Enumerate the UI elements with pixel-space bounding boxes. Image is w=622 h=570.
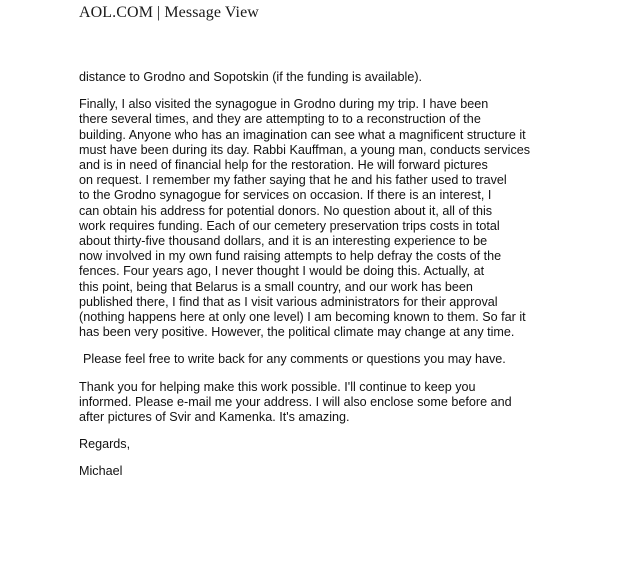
message-line: and is in need of financial help for the restoration. He will forward pictures (79, 158, 488, 173)
message-body (79, 70, 599, 492)
message-line: must have been during its day. Rabbi Kauffman, a young man, conducts services (79, 142, 531, 157)
view-title: Message View (164, 4, 259, 21)
message-line: informed. Please e-mail me your address. I will also enclose some before and (79, 394, 512, 409)
message-line: distance to Grodno and Sopotskin (if the funding is available). (79, 70, 423, 84)
message-line: published there, I find that as I visit various administrators for their approval (79, 294, 498, 309)
message-paragraph-4 (79, 380, 599, 426)
message-line: on request. I remember my father saying that he and his father used to travel (79, 173, 507, 188)
message-line: (nothing happens here at only one level) I am becoming known to them. So far it (79, 310, 526, 325)
page-header (79, 4, 259, 22)
signature: Michael (79, 464, 123, 479)
message-paragraph-2 (79, 97, 599, 340)
message-line: Thank you for helping make this work possible. I'll continue to keep you (79, 379, 476, 394)
header-separator: | (157, 4, 161, 21)
message-line: can obtain his address for potential donors. No question about it, all of this (79, 203, 493, 218)
message-line: building. Anyone who has an imagination can see what a magnificent structure it (79, 127, 526, 142)
message-line: after pictures of Svir and Kamenka. It's amazing. (79, 410, 350, 425)
closing: Regards, (79, 437, 131, 452)
message-paragraph-3 (79, 352, 599, 367)
message-line: this point, being that Belarus is a small country, and our work has been (79, 279, 473, 294)
message-line: about thirty-five thousand dollars, and it is an interesting experience to be (79, 234, 488, 249)
message-line: has been very positive. However, the political climate may change at any time. (79, 325, 515, 340)
message-line: there several times, and they are attempting to to a reconstruction of the (79, 112, 481, 127)
message-line: work requires funding. Each of our cemetery preservation trips costs in total (79, 218, 500, 233)
message-line: to the Grodno synagogue for services on occasion. If there is an interest, I (79, 188, 492, 203)
message-line: Finally, I also visited the synagogue in Grodno during my trip. I have been (79, 97, 489, 112)
message-line: fences. Four years ago, I never thought I would be doing this. Actually, at (79, 264, 485, 279)
message-line: now involved in my own fund raising attempts to help defray the costs of the (79, 249, 502, 264)
message-paragraph-1 (79, 70, 599, 85)
message-line: Please feel free to write back for any comments or questions you may have. (83, 352, 506, 367)
site-name: AOL.COM (79, 4, 154, 21)
